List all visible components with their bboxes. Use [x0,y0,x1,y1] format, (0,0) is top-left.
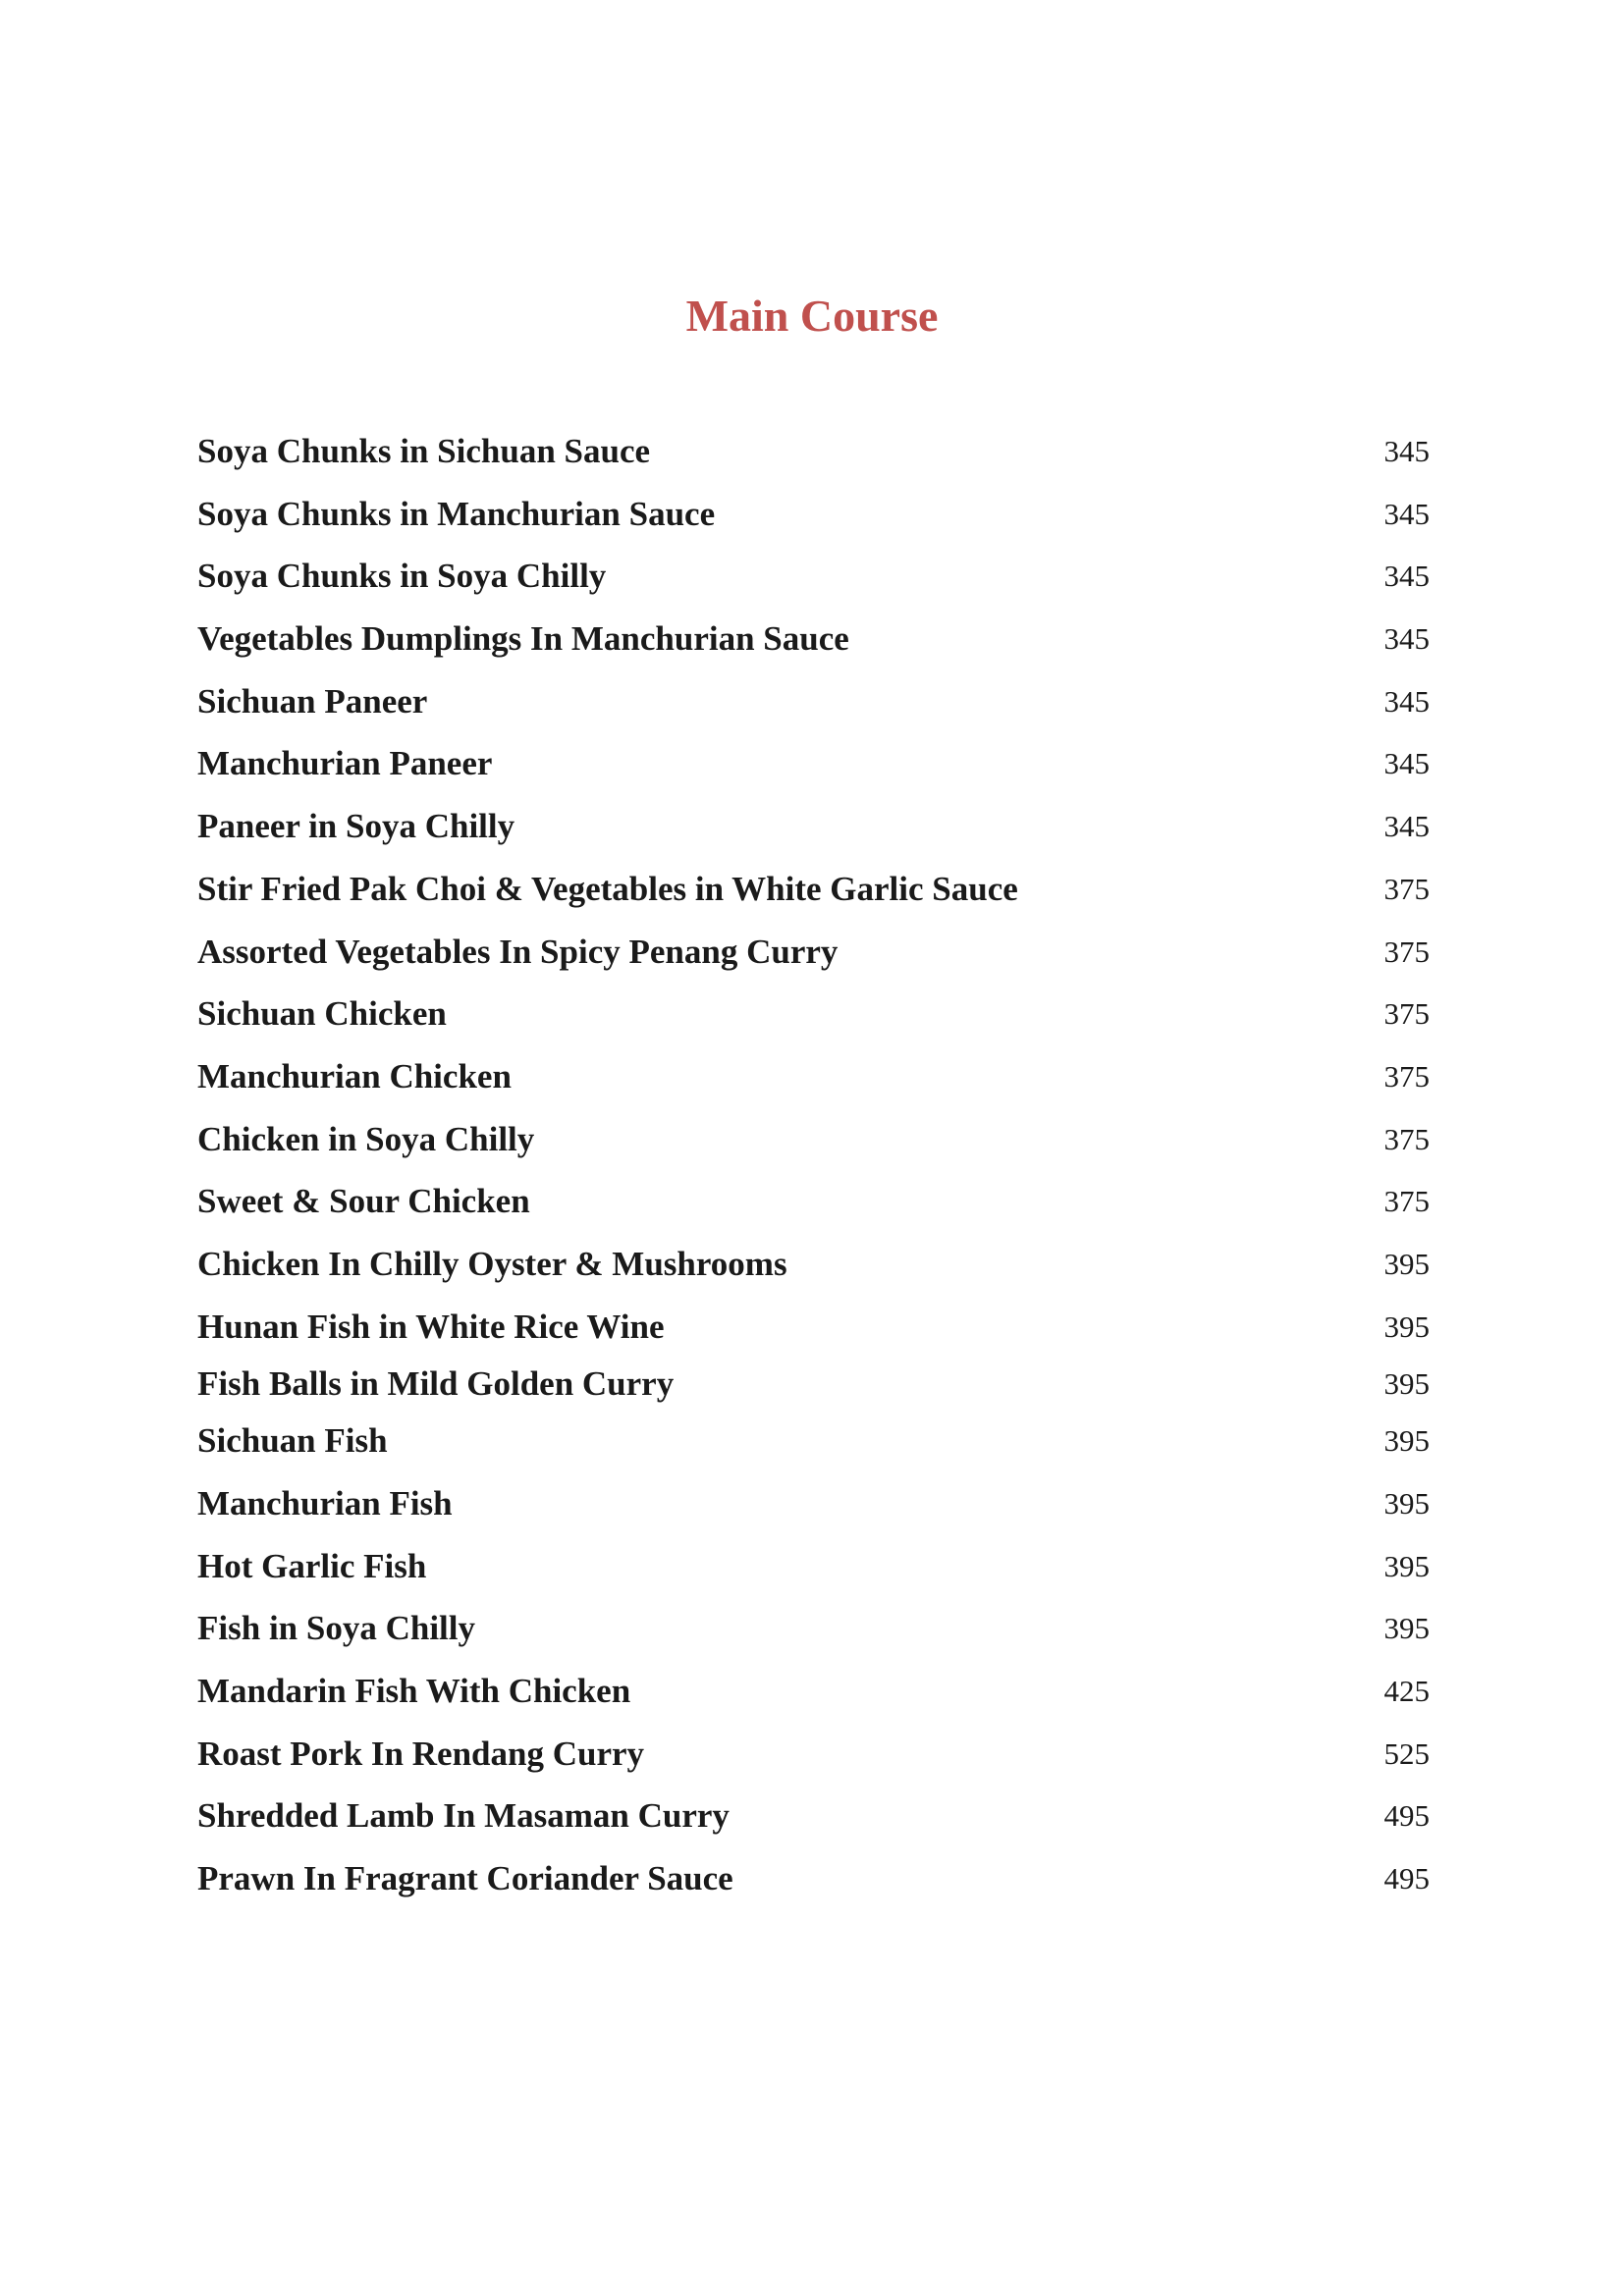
menu-item [197,670,1430,733]
item-name: Roast Pork In Rendang Curry [197,1734,645,1773]
item-name: Fish Balls in Mild Golden Curry [197,1364,675,1404]
item-name: Hunan Fish in White Rice Wine [197,1307,665,1346]
menu-item [197,1597,1430,1660]
item-price: 425 [1383,1674,1430,1709]
item-name: Sichuan Chicken [197,994,447,1034]
item-name: Manchurian Paneer [197,744,493,783]
menu-item [197,1410,1430,1472]
item-price: 345 [1383,559,1430,594]
item-price: 495 [1383,1861,1430,1896]
item-name: Manchurian Fish [197,1484,453,1522]
item-name: Assorted Vegetables In Spicy Penang Curry [197,932,839,971]
menu-item [197,795,1430,858]
menu-item [197,921,1430,984]
menu-item [197,1723,1430,1786]
item-name: Soya Chunks in Manchurian Sauce [197,494,716,533]
menu-item [197,608,1430,670]
item-name: Hot Garlic Fish [197,1546,427,1585]
item-price: 375 [1383,1121,1430,1156]
menu-item [197,1847,1430,1910]
item-price: 525 [1383,1735,1430,1771]
item-name: Sweet & Sour Chicken [197,1182,530,1221]
item-price: 395 [1383,1423,1430,1459]
item-price: 375 [1383,1058,1430,1094]
menu-item [197,1170,1430,1233]
menu-item [197,483,1430,546]
item-price: 345 [1383,683,1430,719]
item-price: 345 [1383,621,1430,657]
item-price: 375 [1383,871,1430,906]
item-price: 495 [1383,1798,1430,1834]
item-price: 395 [1383,1246,1430,1281]
item-name: Vegetables Dumplings In Manchurian Sauce [197,619,849,659]
item-price: 375 [1383,996,1430,1032]
menu-item [197,420,1430,483]
menu-item [197,1045,1430,1108]
item-price: 345 [1383,809,1430,844]
item-name: Chicken in Soya Chilly [197,1119,535,1158]
item-name: Stir Fried Pak Choi & Vegetables in White Garlic Sauce [197,869,1018,908]
menu-item [197,1785,1430,1847]
item-name: Paneer in Soya Chilly [197,807,515,846]
item-name: Fish in Soya Chilly [197,1609,476,1648]
menu-list [197,420,1430,1910]
item-price: 395 [1383,1611,1430,1646]
item-price: 345 [1383,746,1430,781]
item-price: 395 [1383,1548,1430,1583]
item-name: Manchurian Chicken [197,1056,512,1095]
item-price: 375 [1383,934,1430,969]
item-price: 375 [1383,1184,1430,1219]
menu-item [197,983,1430,1045]
item-price: 345 [1383,496,1430,531]
item-name: Mandarin Fish With Chicken [197,1672,631,1711]
item-name: Sichuan Paneer [197,681,428,721]
menu-item [197,1472,1430,1535]
menu-item [197,1660,1430,1723]
menu-item [197,1233,1430,1296]
item-name: Soya Chunks in Sichuan Sauce [197,432,651,470]
page-title: Main Course [685,291,939,341]
item-price: 395 [1383,1308,1430,1344]
menu-item [197,858,1430,921]
menu-item [197,1296,1430,1359]
menu-item [197,1358,1430,1410]
item-price: 395 [1383,1366,1430,1402]
item-price: 395 [1383,1486,1430,1521]
item-name: Prawn In Fragrant Coriander Sauce [197,1859,733,1898]
menu-item [197,1535,1430,1598]
item-name: Shredded Lamb In Masaman Curry [197,1796,730,1836]
menu-item [197,545,1430,608]
item-name: Sichuan Fish [197,1421,388,1461]
menu-item [197,732,1430,795]
item-name: Chicken In Chilly Oyster & Mushrooms [197,1244,787,1283]
menu-item [197,1108,1430,1171]
item-price: 345 [1383,434,1430,468]
item-name: Soya Chunks in Soya Chilly [197,557,607,596]
